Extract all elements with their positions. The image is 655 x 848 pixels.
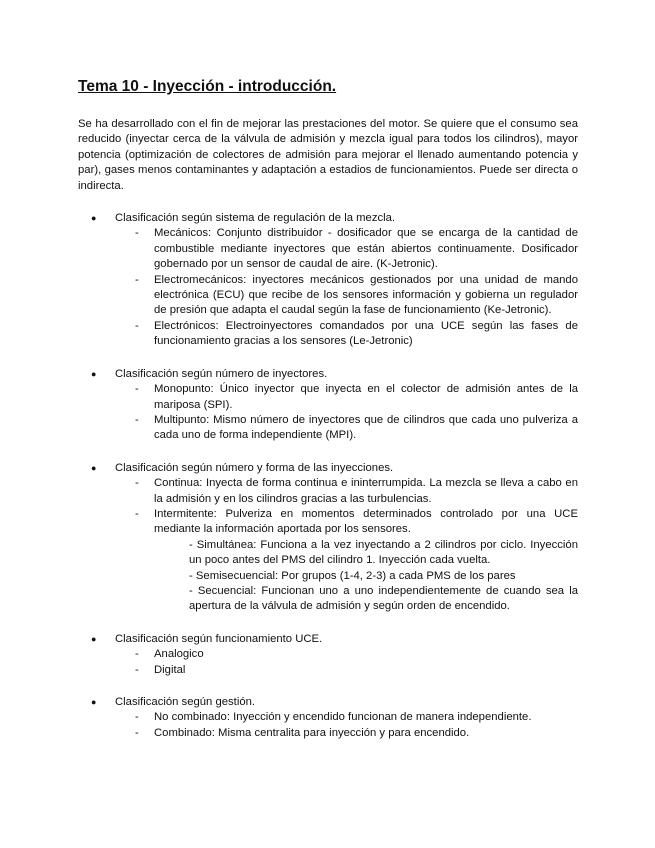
dash-icon: - [135,726,139,739]
list-item [135,647,578,662]
section-heading-row [91,695,578,710]
list-item-text: Electrónicos: Electroinyectores comandados por una UCE según las fases de funcionamiento gracias a los sensores (Le-Jetronic) [154,319,578,348]
list-item-text: Mecánicos: Conjunto distribuidor - dosificador que se encarga de la cantidad de combustible mediante inyectores que están abiertos continuamente. Dosificador gobernado por un sensor de caudal de aire. (K-Jetronic). [154,227,578,271]
section-heading-row [91,211,578,226]
section-forma-inyecciones [78,461,578,615]
section-funcionamiento-uce [78,632,578,678]
list-item-text: Analogico [154,648,204,661]
section-heading: Clasificación según funcionamiento UCE. [115,632,323,645]
dash-icon: - [135,227,139,240]
dash-icon: - [135,383,139,396]
list-item-text: Continua: Inyecta de forma continua e ininterrumpida. La mezcla se lleva a cabo en la admisión y en los cilindros gracias a las turbulencias. [154,477,578,505]
section-heading-row [91,367,578,382]
list-item [135,382,578,413]
section-heading: Clasificación según número y forma de las inyecciones. [115,461,394,474]
list-item-text: Multipunto: Mismo número de inyectores que de cilindros que cada uno pulveriza a cada uno de forma independiente (MPI). [154,413,578,442]
bullet-icon: ● [91,462,97,473]
dash-icon: - [135,663,139,676]
list-item-text: No combinado: Inyección y encendido funcionan de manera independiente. [154,711,532,724]
list-item [135,273,578,319]
sub-list-item: - Simultánea: Funciona a la vez inyectando a 2 cilindros por ciclo. Inyección un poco antes del PMS del cilindro 1. Inyección cada vuelta. [189,538,578,567]
bullet-icon: ● [91,633,97,644]
section-heading-row [91,461,578,476]
list-item [135,319,578,350]
list-item [135,507,578,538]
section-regulacion [78,211,578,350]
list-item [135,726,578,741]
list-item-text: Electromecánicos: inyectores mecánicos gestionados por una unidad de mando electrónica (ECU) que recibe de los sensores información y gobierna un regulador de presión que adapta el caudal según la fase de funcionamiento (Ke-Jetronic). [154,273,578,317]
list-item-text: Monopunto: Único inyector que inyecta en el colector de admisión antes de la mariposa (SPI). [154,383,578,411]
dash-icon: - [135,648,139,661]
list-item [135,663,578,678]
list-item [135,476,578,507]
section-heading-row [91,632,578,647]
section-heading: Clasificación según sistema de regulación de la mezcla. [115,212,396,225]
dash-icon: - [135,507,139,520]
list-item [135,226,578,272]
list-item-text: Intermitente: Pulveriza en momentos determinados controlado por una UCE mediante la información aportada por los sensores. [154,507,578,536]
dash-icon: - [135,413,139,426]
list-item [135,413,578,444]
intro-paragraph: Se ha desarrollado con el fin de mejorar las prestaciones del motor. Se quiere que el consumo sea reducido (inyectar cerca de la válvula de admisión y mezcla igual para todos los cilindros), mayor potencia (optimización de colectores de admisión para mejorar el llenado aumentando potencia y par), gases menos contaminantes y adaptación a estadios de funcionamientos. Puede ser directa o indirecta. [78,118,578,192]
bullet-icon: ● [91,368,97,379]
list-item [135,710,578,725]
dash-icon: - [135,319,139,332]
page-title: Tema 10 - Inyección - introducción. [78,78,337,95]
list-item-text: Combinado: Misma centralita para inyección y para encendido. [154,726,470,739]
dash-icon: - [135,273,139,286]
document-page [78,78,578,758]
dash-icon: - [135,711,139,724]
section-numero-inyectores [78,367,578,444]
section-heading: Clasificación según gestión. [115,696,256,708]
sub-list-item: - Secuencial: Funcionan uno a uno independientemente de cuando sea la apertura de la válvula de admisión y según orden de encendido. [189,584,578,613]
bullet-icon: ● [91,697,97,707]
section-heading: Clasificación según número de inyectores. [115,367,328,380]
list-item-text: Digital [154,663,186,676]
sub-list [189,538,578,615]
section-gestion [78,695,578,741]
bullet-icon: ● [91,213,97,224]
dash-icon: - [135,477,139,490]
sub-list-item: - Semisecuencial: Por grupos (1-4, 2-3) a cada PMS de los pares [189,569,516,582]
